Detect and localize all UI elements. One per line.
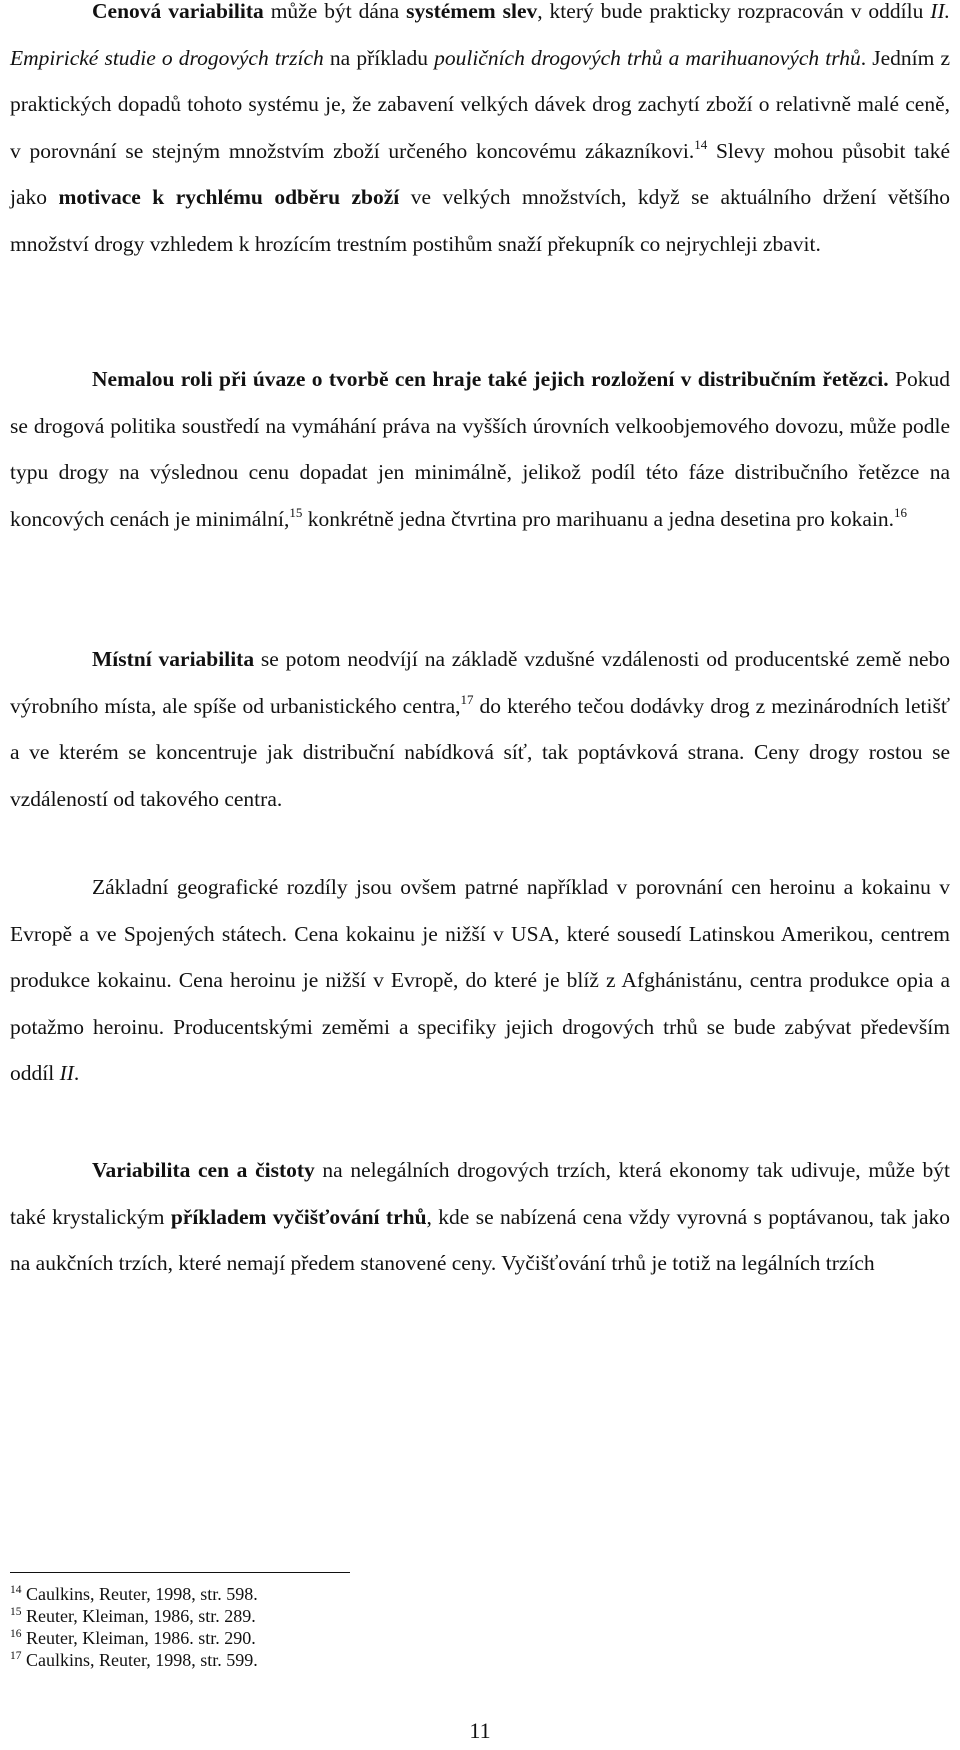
footnote-ref-14[interactable]: 14 bbox=[694, 136, 708, 152]
text-run: . Jedním z praktických dopadů tohoto systému je, že zabavení velkých dávek drog zachytí zboží o relativně malé ceně, v porovnání se stejným množstvím zboží určeného koncovému zákazníkovi. bbox=[10, 45, 950, 163]
paragraph-distribution-chain bbox=[10, 356, 950, 542]
text-run: Základní geografické rozdíly jsou ovšem patrné například v porovnání cen heroinu a kokainu v Evropě a ve Spojených státech. Cena kokainu je nižší v USA, které sousedí Latinskou Amerikou, centrem produkce kokainu. Cena heroinu je nižší v Evropě, do které je blíž z Afghánistánu, centra produkce opia a potažmo heroinu. Producentskými zeměmi a specifiky jejich drogových trhů se bude zabývat především oddíl bbox=[10, 875, 950, 1085]
footnote-text: Caulkins, Reuter, 1998, str. 599. bbox=[26, 1650, 258, 1670]
footnote-separator bbox=[10, 1572, 350, 1573]
text-run: . bbox=[73, 1061, 80, 1085]
footnote-ref-17[interactable]: 17 bbox=[460, 691, 474, 707]
term-local-variability: Místní variabilita bbox=[92, 647, 255, 671]
paragraph-geographic-differences bbox=[10, 864, 950, 1097]
footnote-text: Reuter, Kleiman, 1986, str. 289. bbox=[26, 1606, 256, 1626]
footnote-ref-15[interactable]: 15 bbox=[289, 504, 303, 520]
text-run: Pokud se drogová politika soustředí na vymáhání práva na vyšších úrovních velkoobjemového dovozu, může podle typu drogy na výslednou cenu dopadat jen minimálně, jelikož podíl této fáze distribučního řetězce na koncových cenách je minimální, bbox=[10, 367, 950, 531]
text-run: může být dána bbox=[263, 0, 407, 23]
footnote-16 bbox=[10, 1627, 950, 1649]
term-price-purity-variability: Variabilita cen a čistoty bbox=[92, 1158, 315, 1182]
text-run: na nelegálních drogových trzích, která ekonomy tak udivuje, může být také krystalickým bbox=[10, 1158, 950, 1229]
section-reference: II bbox=[59, 1061, 74, 1085]
text-run: , kde se nabízená cena vždy vyrovná s poptávanou, tak jako na aukčních trzích, které nemají předem stanovené ceny. Vyčišťování trhů je totiž na legálních trzích bbox=[10, 1204, 950, 1275]
section-reference: II. Empirické studie o drogových trzích bbox=[10, 0, 950, 70]
page-number: 11 bbox=[469, 1718, 491, 1743]
footnote-17 bbox=[10, 1649, 950, 1671]
footnote-number: 17 bbox=[10, 1650, 22, 1662]
text-run: Slevy mohou působit také jako bbox=[10, 138, 950, 209]
footnote-number: 14 bbox=[10, 1584, 22, 1596]
term-discount-system: systémem slev bbox=[406, 0, 538, 23]
italic-text: pouličních drogových trhů a marihuanových trhů bbox=[434, 45, 861, 70]
term-distribution-chain: Nemalou roli při úvaze o tvorbě cen hraje také jejich rozložení v distribučním řetězci. bbox=[92, 367, 889, 391]
term-price-variability: Cenová variabilita bbox=[92, 0, 264, 23]
paragraph-price-variability bbox=[10, 0, 950, 267]
paragraph-price-purity-variability bbox=[10, 1147, 950, 1287]
footnote-14 bbox=[10, 1583, 950, 1605]
text-run: ve velkých množstvích, když se aktuálního držení většího množství drogy vzhledem k hrozícím trestním postihům snaží překupník co nejrychleji zbavit. bbox=[10, 185, 950, 256]
footnote-text: Caulkins, Reuter, 1998, str. 598. bbox=[26, 1584, 258, 1604]
text-run: do kterého tečou dodávky drog z mezinárodních letišť a ve kterém se koncentruje jak distribuční nabídková síť, tak poptávková strana. Ceny drogy rostou se vzdáleností od takového centra. bbox=[10, 693, 951, 811]
footnote-15 bbox=[10, 1605, 950, 1627]
footnote-text: Reuter, Kleiman, 1986. str. 290. bbox=[26, 1628, 256, 1648]
text-run: konkrétně jedna čtvrtina pro marihuanu a jedna desetina pro kokain. bbox=[302, 506, 895, 531]
term-market-clearing: příkladem vyčišťování trhů bbox=[170, 1204, 427, 1229]
footnote-number: 16 bbox=[10, 1628, 22, 1640]
term-motivation: motivace k rychlému odběru zboží bbox=[58, 185, 400, 209]
paragraph-local-variability bbox=[10, 636, 950, 822]
footnotes bbox=[10, 1583, 950, 1671]
text-run: na příkladu bbox=[323, 45, 435, 70]
footnote-number: 15 bbox=[10, 1606, 22, 1618]
text-run: se potom neodvíjí na základě vzdušné vzdálenosti od producentské země nebo výrobního místa, ale spíše od urbanistického centra, bbox=[10, 647, 951, 718]
text-run: , který bude prakticky rozpracován v oddílu bbox=[537, 0, 931, 23]
footnote-ref-16[interactable]: 16 bbox=[894, 504, 908, 520]
